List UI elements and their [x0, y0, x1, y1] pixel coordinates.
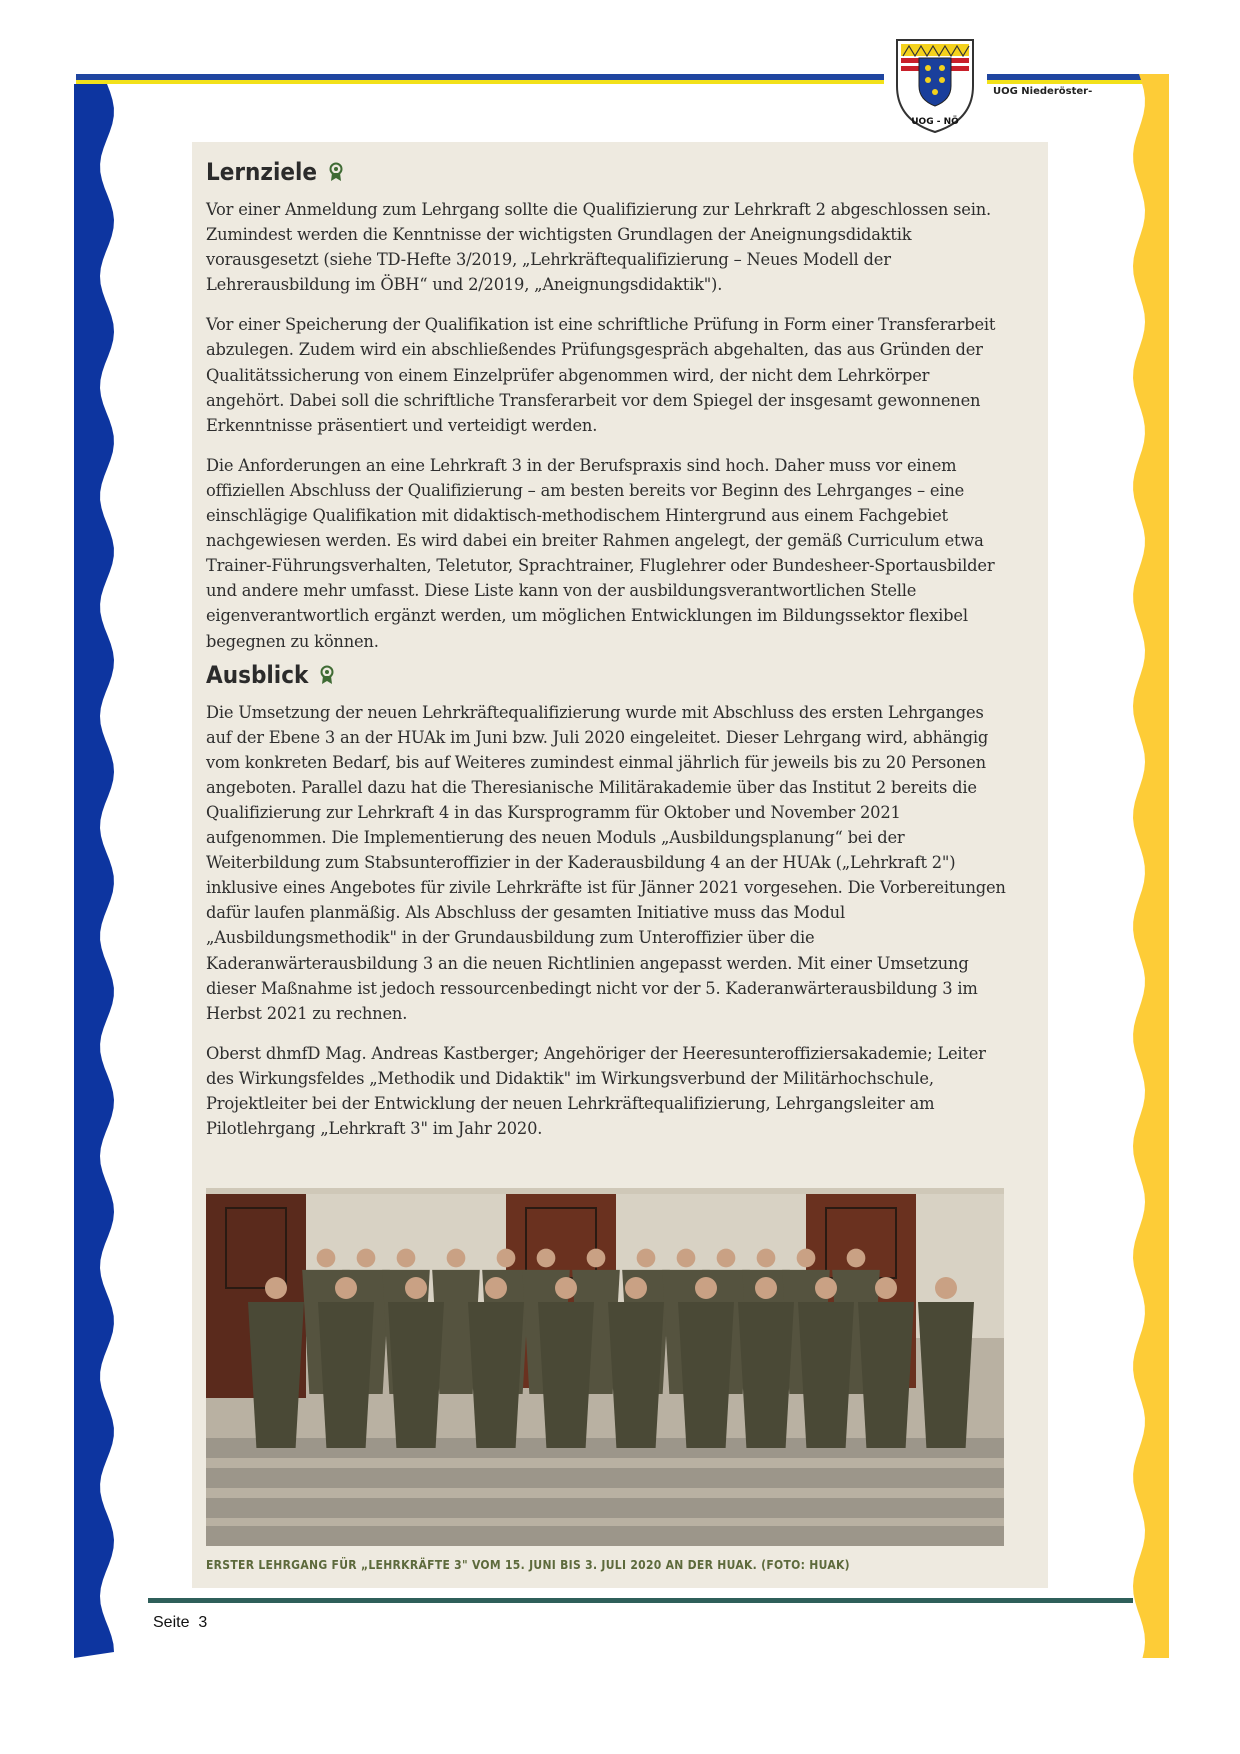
- section-heading-ausblick: [206, 658, 1012, 692]
- person-head: [717, 1249, 736, 1268]
- person-head: [625, 1277, 647, 1299]
- person-body: [468, 1302, 524, 1448]
- group-photo: [206, 1188, 1004, 1546]
- right-yellow-wave-band: [1133, 74, 1169, 1658]
- person-head: [537, 1249, 556, 1268]
- uog-coat-of-arms-logo: [893, 34, 977, 134]
- article-content: [206, 155, 1012, 1141]
- person-head: [497, 1249, 516, 1268]
- person-body: [798, 1302, 854, 1448]
- person-body: [678, 1302, 734, 1448]
- page-number: Seite 3: [153, 1614, 208, 1631]
- person-body: [248, 1302, 304, 1448]
- section-title: Lernziele: [206, 158, 318, 186]
- organization-name: UOG Niederöster-: [993, 86, 1093, 97]
- person-head: [587, 1249, 606, 1268]
- logo-text: UOG - NÖ: [911, 117, 959, 127]
- photo-caption: ERSTER LEHRGANG FÜR „LEHRKRÄFTE 3" VOM 15. JUNI BIS 3. JULI 2020 AN DER HUAK. (FOTO: HUAK): [206, 1558, 850, 1572]
- person-head: [265, 1277, 287, 1299]
- person-head: [317, 1249, 336, 1268]
- header-stripe-yellow: [76, 80, 884, 84]
- paragraph: Vor einer Anmeldung zum Lehrgang sollte die Qualifizierung zur Lehrkraft 2 abgeschlossen sein. Zumindest werden die Kenntnisse der wichtigsten Grundlagen der Aneignungsdidaktik vorausgesetzt (siehe TD-Hefte 3/2019, „Lehrkräftequalifizierung – Neues Modell der Lehrerausbildung im ÖBH“ und 2/2019, „Aneignungsdidaktik").: [206, 200, 991, 295]
- person-head: [755, 1277, 777, 1299]
- person-head: [875, 1277, 897, 1299]
- person-body: [538, 1302, 594, 1448]
- person-head: [695, 1277, 717, 1299]
- section-heading-lernziele: [206, 155, 1012, 189]
- person-head: [797, 1249, 816, 1268]
- person-body: [388, 1302, 444, 1448]
- person-head: [815, 1277, 837, 1299]
- award-ribbon-icon: [329, 162, 343, 182]
- person-head: [357, 1249, 376, 1268]
- person-body: [918, 1302, 974, 1448]
- person-body: [318, 1302, 374, 1448]
- person-head: [637, 1249, 656, 1268]
- person-body: [608, 1302, 664, 1448]
- person-head: [447, 1249, 466, 1268]
- person-head: [405, 1277, 427, 1299]
- paragraph: Die Umsetzung der neuen Lehrkräftequalifizierung wurde mit Abschluss des ersten Lehrganges auf der Ebene 3 an der HUAk im Juni bzw. Juli 2020 eingeleitet. Dieser Lehrgang wird, abhängig vom konkreten Bedarf, bis auf Weiteres zumindest einmal jährlich für jeweils bis zu 20 Personen angeboten. Parallel dazu hat die Theresianische Militärakademie über das Institut 2 bereits die Qualifizierung zur Lehrkraft 4 in das Kursprogramm für Oktober und November 2021 aufgenommen. Die Implementierung des neuen Moduls „Ausbildungsplanung“ bei der Weiterbildung zum Stabsunteroffizier in der Kaderausbildung 4 an der HUAk („Lehrkraft 2") inklusive eines Angebotes für zivile Lehrkräfte ist für Jänner 2021 vorgesehen. Die Vorbereitungen dafür laufen planmäßig. Als Abschluss der gesamten Initiative muss das Modul „Ausbildungsmethodik" in der Grundausbildung zum Unteroffizier über die Kaderanwärterausbildung 3 an die neuen Richtlinien angepasst werden. Mit einer Umsetzung dieser Maßnahme ist jedoch ressourcenbedingt nicht vor der 5. Kaderanwärterausbildung 3 im Herbst 2021 zu rechnen.: [206, 702, 1006, 1023]
- footer-divider: [148, 1598, 1133, 1603]
- person-head: [677, 1249, 696, 1268]
- award-ribbon-icon: [320, 665, 334, 685]
- person-head: [847, 1249, 866, 1268]
- person-head: [757, 1249, 776, 1268]
- person-head: [485, 1277, 507, 1299]
- paragraph: Vor einer Speicherung der Qualifikation ist eine schriftliche Prüfung in Form einer Transferarbeit abzulegen. Zudem wird ein abschließendes Prüfungsgespräch abgehalten, das aus Gründen der Qualitätssicherung von einem Einzelprüfer abgenommen wird, der nicht dem Lehrkörper angehört. Dabei soll die schriftliche Transferarbeit vor dem Spiegel der insgesamt gewonnenen Erkenntnisse präsentiert und verteidigt werden.: [206, 315, 996, 435]
- person-body: [858, 1302, 914, 1448]
- paragraph: Die Anforderungen an eine Lehrkraft 3 in der Berufspraxis sind hoch. Daher muss vor einem offiziellen Abschluss der Qualifizierung – am besten bereits vor Beginn des Lehrganges – eine einschlägige Qualifikation mit didaktisch-methodischem Hintergrund aus einem Fachgebiet nachgewiesen werden. Es wird dabei ein breiter Rahmen angelegt, der gemäß Curriculum etwa Trainer-Führungsverhalten, Teletutor, Sprachtrainer, Fluglehrer oder Bundesheer-Sportausbilder und andere mehr umfasst. Diese Liste kann von der ausbildungsverantwortlichen Stelle eigenverantwortlich ergänzt werden, um möglichen Entwicklungen im Bildungssektor flexibel begegnen zu können.: [206, 455, 995, 651]
- person-head: [397, 1249, 416, 1268]
- left-blue-wave-band: [74, 84, 114, 1658]
- author-bio: Oberst dhmfD Mag. Andreas Kastberger; Angehöriger der Heeresunteroffiziersakademie; Leiter des Wirkungsfeldes „Methodik und Didaktik" im Wirkungsverbund der Militärhochschule, Projektleiter bei der Entwicklung der neuen Lehrkräftequalifizierung, Lehrgangsleiter am Pilotlehrgang „Lehrkraft 3" im Jahr 2020.: [206, 1043, 986, 1139]
- section-title: Ausblick: [206, 660, 309, 689]
- person-head: [555, 1277, 577, 1299]
- person-body: [738, 1302, 794, 1448]
- person-head: [335, 1277, 357, 1299]
- person-head: [935, 1277, 957, 1299]
